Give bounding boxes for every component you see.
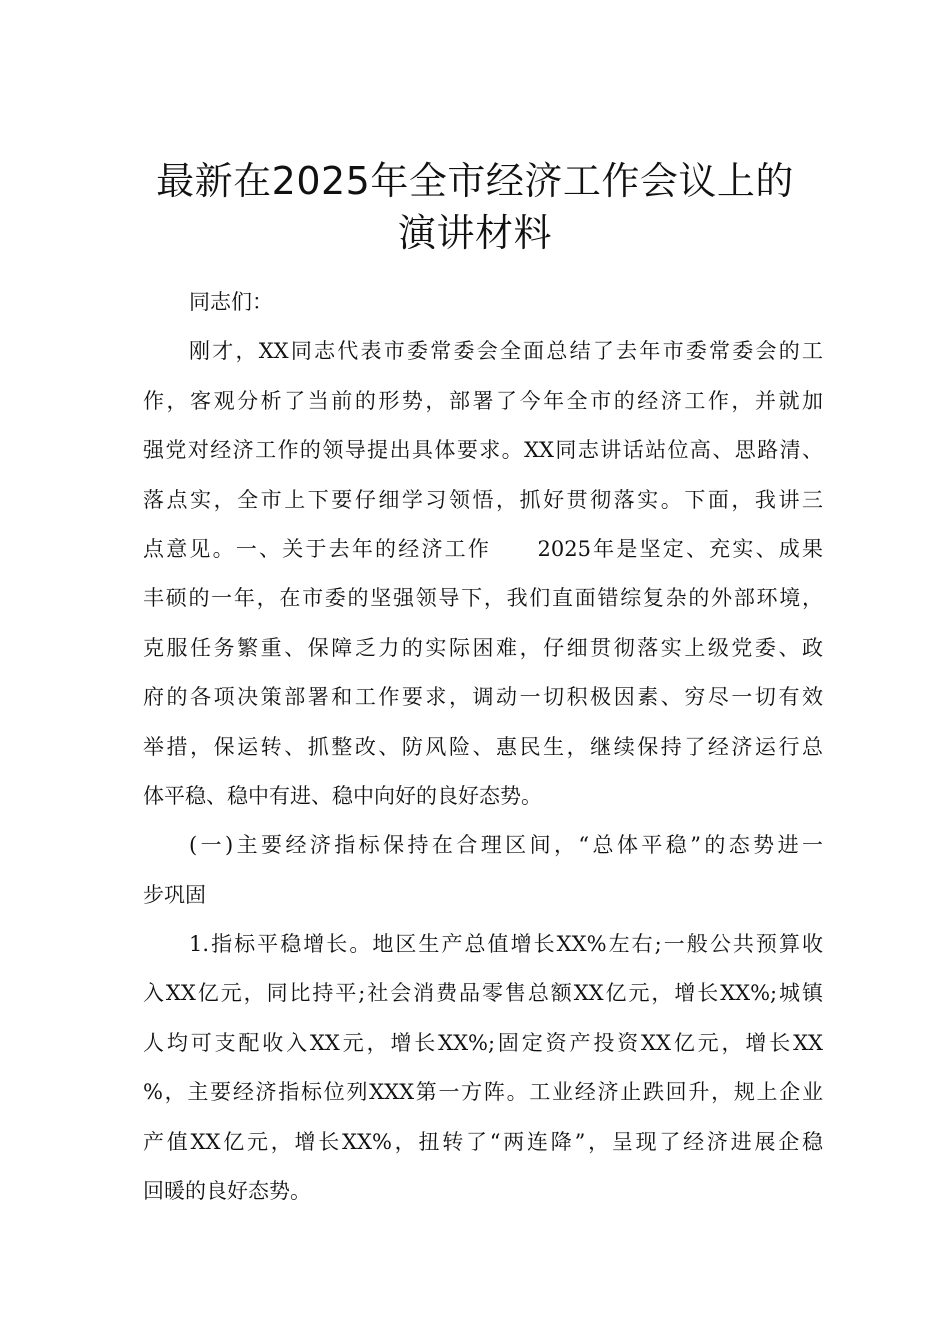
paragraph-line: 点意见。一、关于去年的经济工作 2025年是坚定、充实、成果 <box>143 536 823 561</box>
paragraph-line: 府的各项决策部署和工作要求，调动一切积极因素、穷尽一切有效 <box>143 685 823 710</box>
paragraph-line: 刚才，XX同志代表市委常委会全面总结了去年市委常委会的工 <box>189 339 823 364</box>
paragraph-line: 举措，保运转、抓整改、防风险、惠民生，继续保持了经济运行总 <box>143 734 823 759</box>
paragraph-line: 强党对经济工作的领导提出具体要求。XX同志讲话站位高、思路清、 <box>143 438 823 463</box>
paragraph-1 <box>143 327 823 821</box>
document-title <box>100 155 850 259</box>
paragraph-line: 回暖的良好态势。 <box>143 1179 311 1204</box>
paragraph-line: 入XX亿元，同比持平;社会消费品零售总额XX亿元，增长XX%;城镇 <box>143 981 823 1006</box>
heading-line: (一)主要经济指标保持在合理区间，“总体平稳”的态势进一 <box>189 833 823 858</box>
title-line-2: 演讲材料 <box>397 211 552 256</box>
paragraph-line: 克服任务繁重、保障乏力的实际困难，仔细贯彻落实上级党委、政 <box>143 635 823 660</box>
paragraph-line: 产值XX亿元，增长XX%，扭转了“两连降”，呈现了经济进展企稳 <box>143 1129 823 1154</box>
section-heading-1 <box>143 821 823 920</box>
paragraph-line: 丰硕的一年，在市委的坚强领导下，我们直面错综复杂的外部环境， <box>143 586 823 611</box>
paragraph-2 <box>143 920 823 1216</box>
paragraph-line: 落点实，全市上下要仔细学习领悟，抓好贯彻落实。下面，我讲三 <box>143 487 823 512</box>
title-line-1: 最新在2025年全市经济工作会议上的 <box>156 159 794 204</box>
document-body <box>143 278 823 1216</box>
paragraph-line: 人均可支配收入XX元，增长XX%;固定资产投资XX亿元，增长XX <box>143 1030 823 1055</box>
paragraph-line: 体平稳、稳中有进、稳中向好的良好态势。 <box>143 783 542 808</box>
paragraph-line: 1.指标平稳增长。地区生产总值增长XX%左右;一般公共预算收 <box>189 932 823 957</box>
paragraph-line: 作，客观分析了当前的形势，部署了今年全市的经济工作，并就加 <box>143 388 823 413</box>
greeting: 同志们： <box>189 290 273 314</box>
heading-line: 步巩固 <box>143 882 206 907</box>
paragraph-line: %，主要经济指标位列XXX第一方阵。工业经济止跌回升，规上企业 <box>143 1080 823 1105</box>
